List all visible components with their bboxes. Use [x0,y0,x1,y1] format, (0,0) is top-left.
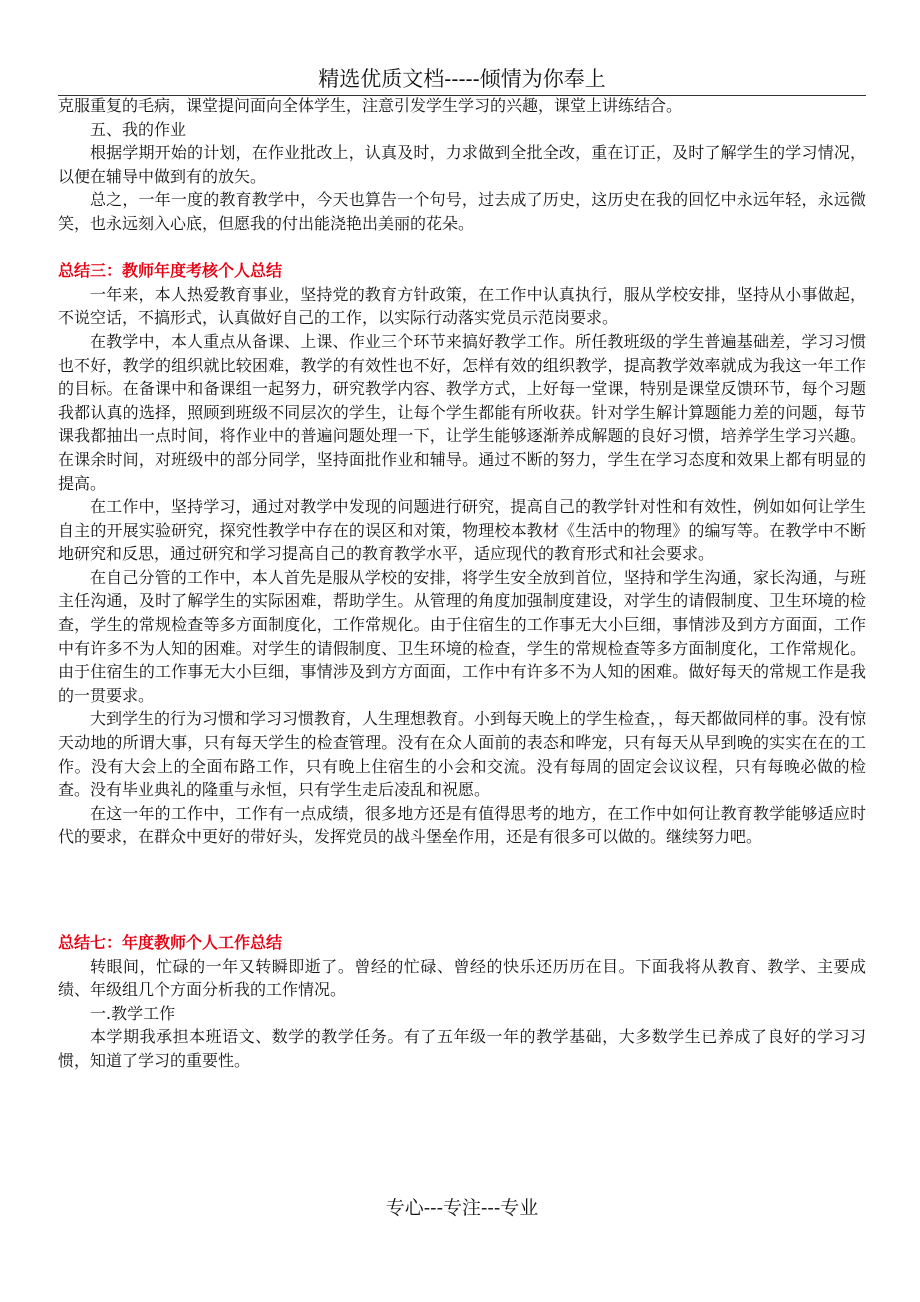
paragraph: 一年来，本人热爱教育事业，坚持党的教育方针政策，在工作中认真执行，服从学校安排，坚持从小事做起，不说空话，不搞形式，认真做好自己的工作，以实际行动落实党员示范岗要求。 [58,284,866,328]
paragraph: 五、我的作业 [90,119,187,139]
page-header: 精选优质文档-----倾情为你奉上 [318,67,606,91]
paragraph: 转眼间，忙碌的一年又转瞬即逝了。曾经的忙碌、曾经的快乐还历历在目。下面我将从教育、教学、主要成绩、年级组几个方面分析我的工作情况。 [58,956,866,1000]
paragraph: 在教学中，本人重点从备课、上课、作业三个环节来搞好教学工作。所任教班级的学生普遍基础差，学习习惯也不好，教学的组织就比较困难，教学的有效性也不好，怎样有效的组织教学，提高教学效率就成为我这一年工作的目标。在备课中和备课组一起努力，研究教学内容、教学方式，上好每一堂课，特别是课堂反馈环节，每个习题我都认真的选择，照顾到班级不同层次的学生，让每个学生都能有所收获。针对学生解计算题能力差的问题，每节课我都抽出一点时间，将作业中的普遍问题处理一下，让学生能够逐渐养成解题的良好习惯，培养学生学习兴趣。在课余时间，对班级中的部分同学，坚持面批作业和辅导。通过不断的努力，学生在学习态度和效果上都有明显的提高。 [58,331,866,493]
paragraph: 一.教学工作 [90,1003,176,1023]
paragraph: 在这一年的工作中，工作有一点成绩，很多地方还是有值得思考的地方，在工作中如何让教育教学能够适应时代的要求，在群众中更好的带好头，发挥党员的战斗堡垒作用，还是有很多可以做的。继续努力吧。 [58,803,866,847]
spacer [58,236,866,260]
spacer [58,849,866,931]
paragraph: 根据学期开始的计划，在作业批改上，认真及时，力求做到全批全改，重在订正，及时了解学生的学习情况，以便在辅导中做到有的放矢。 [58,143,866,186]
page-footer: 专心---专注---专业 [385,1197,539,1219]
paragraph: 在工作中，坚持学习，通过对教学中发现的问题进行研究，提高自己的教学针对性和有效性，例如如何让学生自主的开展实验研究，探究性教学中存在的误区和对策，物理校本教材《生活中的物理》的编写等。在教学中不断地研究和反思，通过研究和学习提高自己的教育教学水平，适应现代的教育形式和社会要求。 [58,497,866,564]
paragraph: 在自己分管的工作中，本人首先是服从学校的安排，将学生安全放到首位，坚持和学生沟通，家长沟通，与班主任沟通，及时了解学生的实际困难，帮助学生。从管理的角度加强制度建设，对学生的请假制度、卫生环境的检查，学生的常规检查等多方面制度化，工作常规化。由于住宿生的工作事无大小巨细，事情涉及到方方面面，工作中有许多不为人知的困难。对学生的请假制度、卫生环境的检查，学生的常规检查等多方面制度化，工作常规化。由于住宿生的工作事无大小巨细，事情涉及到方方面面，工作中有许多不为人知的困难。做好每天的常规工作是我的一贯要求。 [58,567,866,705]
document-body [58,94,866,1073]
paragraph: 本学期我承担本班语文、数学的教学任务。有了五年级一年的教学基础，大多数学生已养成了良好的学习习惯，知道了学习的重要性。 [58,1027,866,1070]
paragraph: 大到学生的行为习惯和学习习惯教育，人生理想教育。小到每天晚上的学生检查，，每天都做同样的事。没有惊天动地的所谓大事，只有每天学生的检查管理。没有在众人面前的表态和哗宠，只有每天从早到晚的实实在在的工作。没有大会上的全面布路工作，只有晚上住宿生的小会和交流。没有每周的固定会议议程，只有每晚必做的检查。没有毕业典礼的隆重与永恒，只有学生走后凌乱和祝愿。 [58,709,867,800]
paragraph: 克服重复的毛病，课堂提问面向全体学生，注意引发学生学习的兴趣，课堂上讲练结合。 [58,96,683,115]
section-heading: 总结三：教师年度考核个人总结 [58,261,283,281]
section-heading: 总结七：年度教师个人工作总结 [58,933,283,952]
paragraph: 总之，一年一度的教育教学中，今天也算告一个句号，过去成了历史，这历史在我的回忆中永远年轻，永远微笑，也永远刻入心底，但愿我的付出能浇艳出美丽的花朵。 [58,190,866,233]
